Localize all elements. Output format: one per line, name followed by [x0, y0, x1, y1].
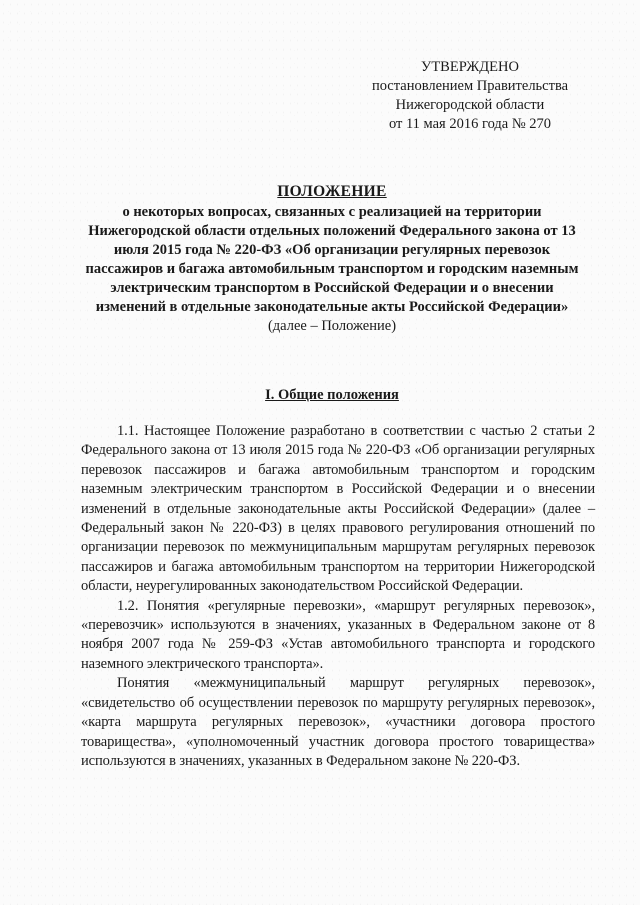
approval-line-date: от 11 мая 2016 года № 270 — [388, 116, 552, 132]
approval-line-resolution: постановлением Правительства — [371, 78, 569, 94]
section-body — [81, 422, 595, 771]
document-title: ПОЛОЖЕНИЕ — [277, 183, 387, 200]
paragraph-1-1: 1.1. Настоящее Положение разработано в соответствии с частью 2 статьи 2 Федерального закона от 13 июля 2015 года № 220-ФЗ «Об организации регулярных перевозок пассажиров и багажа автомобильным транспортом и городским наземным электрическим транспортом в Российской Федерации и о внесении изменений в отдельные законодательные акты Российской Федерации» (далее – Федеральный закон № 220-ФЗ) в целях правового регулирования отношений по организации перевозок по межмуниципальным маршрутам регулярных перевозок пассажиров и багажа автомобильным транспортом на территории Нижегородской области, неурегулированных законодательством Российской Федерации. — [81, 423, 595, 595]
paragraph-1-2-concepts: Понятия «межмуниципальный маршрут регулярных перевозок», «свидетельство об осуществлении перевозок по маршруту регулярных перевозок», «карта маршрута регулярных перевозок», «участники договора простого товарищества», «уполномоченный участник договора простого товарищества» используются в значениях, указанных в Федеральном законе № 220-ФЗ. — [81, 675, 595, 769]
paragraph-1-2: 1.2. Понятия «регулярные перевозки», «маршрут регулярных перевозок», «перевозчик» используются в значениях, указанных в Федеральном законе от 8 ноября 2007 года № 259-ФЗ «Устав автомобильного транспорта и городского наземного электрического транспорта». — [81, 597, 595, 672]
document-subtitle: о некоторых вопросах, связанных с реализацией на территории Нижегородской области отдельных положений Федерального закона от 13 июля 2015 года № 220-ФЗ «Об организации регулярных перевозок пассажиров и багажа автомобильным транспортом и городским наземным электрическим транспортом в Российской Федерации и о внесении изменений в отдельные законодательные акты Российской Федерации» — [85, 204, 579, 315]
document-header — [82, 182, 582, 336]
approval-line-region: Нижегородской области — [395, 97, 545, 113]
section-heading: I. Общие положения — [265, 387, 399, 403]
approval-line-approved: УТВЕРЖДЕНО — [421, 59, 519, 75]
document-hereinafter: (далее – Положение) — [267, 318, 397, 334]
approval-stamp — [350, 58, 590, 134]
